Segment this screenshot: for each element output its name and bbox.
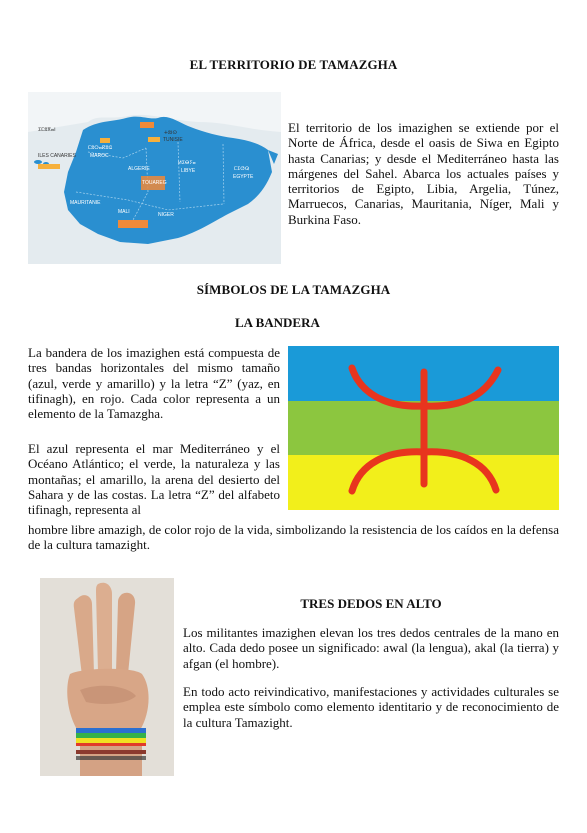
three-fingers-photo (40, 578, 174, 776)
amazigh-flag-image (288, 346, 559, 510)
fingers-title: TRES DEDOS EN ALTO (300, 596, 442, 611)
flag-text-2b: hombre libre amazigh, de color rojo de la vida, simbolizando la resistencia de los caídos en la defensa de la cultura tamazight. (28, 522, 559, 553)
territory-title: EL TERRITORIO DE TAMAZGHA (189, 57, 398, 72)
map-label-mauritanie: MAURITANIE (70, 200, 101, 206)
three-fingers-graphic (40, 578, 174, 776)
amazigh-flag-graphic (288, 346, 559, 510)
territory-text: El territorio de los imazighen se extiende por el Norte de África, desde el oasis de Siwa en Egipto hasta Canarias; y desde el Mediterráneo hasta las márgenes del Sahel. Abarca los actuales países y territorios de Egipto, Libia, Argelia, Túnez, Marruecos, Canarias, Mauritania, Níger, Mali y Burkina Faso. (288, 120, 559, 227)
fingers-text-2: En todo acto reivindicativo, manifestaciones y actividades culturales se emplea este símbolo como elemento identitario y de reconocimiento de la cultura Tamazight. (183, 684, 559, 730)
map-label-canarias: ILES CANARIES (38, 153, 76, 159)
map-label-egypte-tifinagh: ⵎⵉⵚⵕ (234, 166, 250, 172)
map-label-egypte: EGYPTE (233, 174, 254, 180)
map-label-canarias-tifinagh: ⵉⵎⵓⴳⴰⵏ (38, 127, 56, 133)
map-label-touareg: TOUAREG (142, 180, 167, 186)
fingers-text-1: Los militantes imazighen elevan los tres dedos centrales de la mano en alto. Cada dedo posee un significado: awal (la lengua), akal (la tierra) y afgan (el hombre). (183, 625, 559, 671)
flag-title: LA BANDERA (235, 315, 320, 330)
map-label-libye: LIBYE (181, 168, 196, 174)
symbols-title: SÍMBOLOS DE LA TAMAZGHA (196, 282, 391, 297)
flag-text-1: La bandera de los imazighen está compuesta de tres bandas horizontales del mismo tamaño (azul, verde y amarillo) y la letra “Z” (yaz, en tifinagh), en rojo. Cada color representa a un elemento de la Tamazgha. (28, 345, 280, 422)
map-label-tunisie-tifinagh: ⵜⵓⵏⵙ (164, 130, 177, 136)
flag-text-2a: El azul representa el mar Mediterráneo y el Océano Atlántico; el verde, la naturaleza y las montañas; el amarillo, la arena del desierto del Sahara y de las costas. La letra “Z” del alfabeto tifinagh, representa al (28, 441, 280, 518)
map-label-tunisie: TUNISIE (163, 137, 183, 143)
map-label-niger: NIGER (158, 212, 174, 218)
map-label-libye-tifinagh: ⵍⵉⴱⵢⴰ (178, 160, 196, 166)
map-label-algerie: ALGERIE (128, 166, 150, 172)
map-label-maroc-tifinagh: ⵎⵓⵔⴰⴽⵓⵛ (88, 145, 113, 151)
map-label-maroc: MAROC (90, 153, 109, 159)
tamazgha-map-image (28, 92, 281, 264)
map-label-mali: MALI (118, 209, 130, 215)
